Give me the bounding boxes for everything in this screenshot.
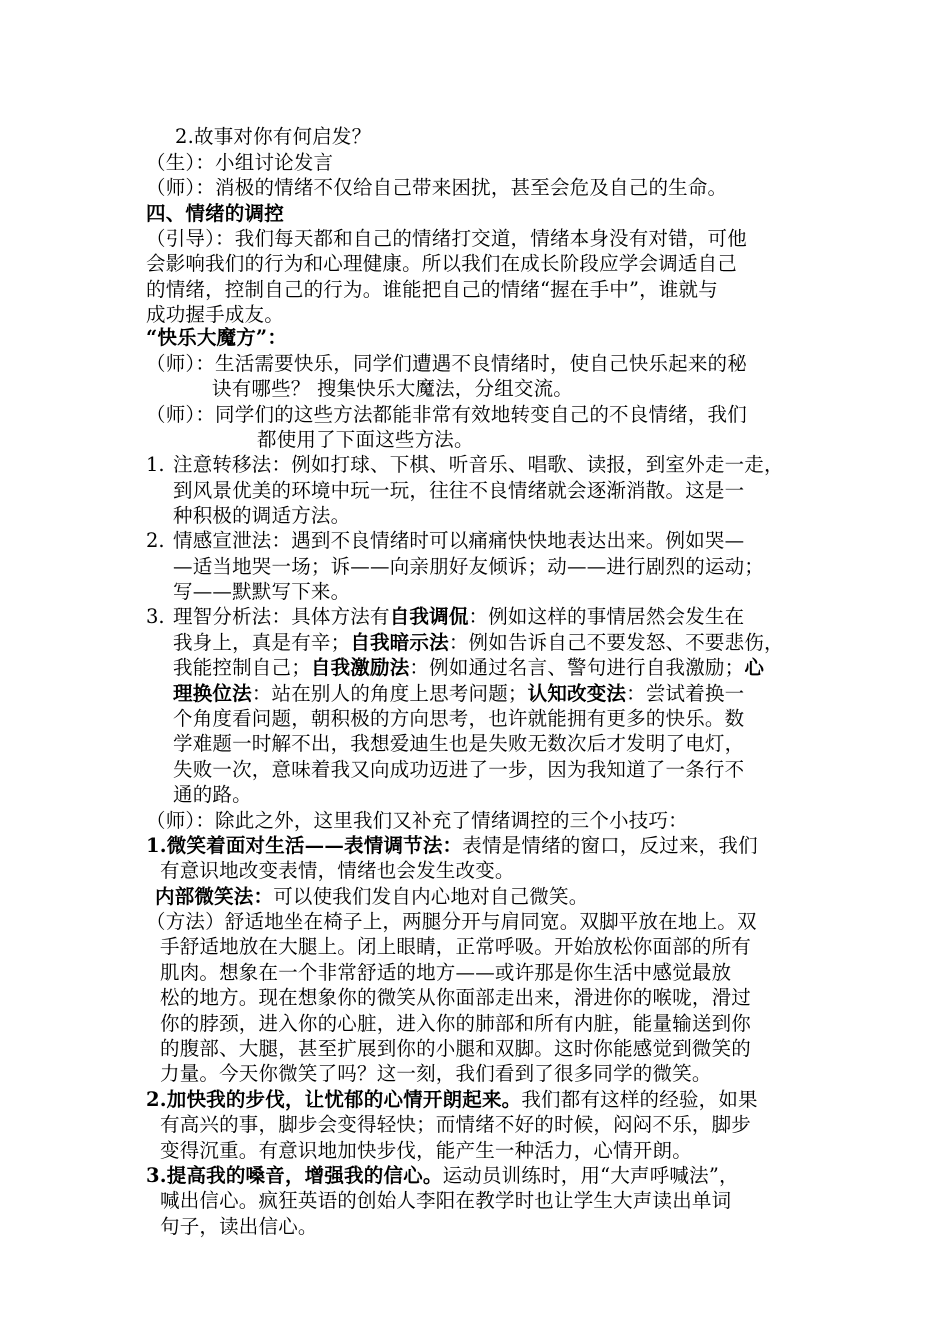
list-item-line: —适当地哭一场；诉——向亲朋好友倾诉；动——进行剧烈的运动； xyxy=(173,555,765,578)
list-item-line: 我能控制自己；自我激励法：例如通过名言、警句进行自我激励；心 xyxy=(173,656,765,679)
list-item-line: 注意转移法：例如打球、下棋、听音乐、唱歌、读报，到室外走一走， xyxy=(173,453,784,476)
method-line: 松的地方。现在想象你的微笑从你面部走出来，滑进你的喉咙，滑过 xyxy=(160,986,752,1009)
list-item-line: 我身上，真是有辛；自我暗示法：例如告诉自己不要发怒、不要悲伤， xyxy=(173,631,784,654)
list-item-line: 理换位法：站在别人的角度上思考问题；认知改变法：尝试着换一 xyxy=(173,682,745,705)
list-item-line: 理智分析法：具体方法有自我调侃：例如这样的事情居然会发生在 xyxy=(173,605,745,628)
tip-line: 3.提高我的嗓音，增强我的信心。运动员训练时，用“大声呼喊法”， xyxy=(146,1164,739,1187)
teacher-line: （师）：除此之外，这里我们又补充了情绪调控的三个小技巧： xyxy=(146,809,688,832)
tip-line: 1.微笑着面对生活——表情调节法：表情是情绪的窗口，反过来，我们 xyxy=(146,834,758,857)
paragraph-line: 成功握手成友。 xyxy=(146,303,284,326)
teacher-line-cont: 诀有哪些？ 搜集快乐大魔法，分组交流。 xyxy=(212,377,573,400)
list-number: 3. xyxy=(146,605,165,628)
tip-line: 有高兴的事，脚步会变得轻快；而情绪不好的时候，闷闷不乐，脚步 xyxy=(160,1113,752,1136)
tip-line: 喊出信心。疯狂英语的创始人李阳在教学时也让学生大声读出单词 xyxy=(160,1189,732,1212)
list-number: 2. xyxy=(146,529,165,552)
list-number: 1. xyxy=(146,453,165,476)
paragraph-line: 的情绪，控制自己的行为。谁能把自己的情绪“握在手中”，谁就与 xyxy=(146,278,718,301)
list-item-line: 情感宣泄法：遇到不良情绪时可以痛痛快快地表达出来。例如哭— xyxy=(173,529,745,552)
tip-line: 2.加快我的步伐，让忧郁的心情开朗起来。我们都有这样的经验，如果 xyxy=(146,1088,758,1111)
tip-line: 句子，读出信心。 xyxy=(160,1215,318,1238)
section-heading: 四、情绪的调控 xyxy=(146,202,284,225)
method-line: （方法）舒适地坐在椅子上，两腿分开与肩同宽。双脚平放在地上。双 xyxy=(146,910,757,933)
method-line: 的腹部、大腿，甚至扩展到你的小腿和双脚。这时你能感觉到微笑的 xyxy=(160,1037,752,1060)
tip-line: 有意识地改变表情，情绪也会发生改变。 xyxy=(160,859,515,882)
list-item-line: 种积极的调适方法。 xyxy=(173,504,351,527)
list-item-line: 写——默默写下来。 xyxy=(173,580,351,603)
teacher-line-cont: 都使用了下面这些方法。 xyxy=(257,428,474,451)
paragraph-line: 会影响我们的行为和心理健康。所以我们在成长阶段应学会调适自己 xyxy=(146,252,738,275)
student-line: （生）：小组讨论发言 xyxy=(146,151,334,174)
teacher-line: （师）：同学们的这些方法都能非常有效地转变自己的不良情绪，我们 xyxy=(146,403,747,426)
tip-line: 变得沉重。有意识地加快步伐，能产生一种活力，心情开朗。 xyxy=(160,1139,692,1162)
teacher-line: （师）：消极的情绪不仅给自己带来困扰，甚至会危及自己的生命。 xyxy=(146,176,728,199)
method-line: 你的脖颈，进入你的心脏，进入你的肺部和所有内脏，能量输送到你 xyxy=(160,1012,752,1035)
list-item-line: 学难题一时解不出，我想爱迪生也是失败无数次后才发明了电灯， xyxy=(173,732,745,755)
list-item-line: 通的路。 xyxy=(173,783,252,806)
list-item-line: 个角度看问题，朝积极的方向思考，也许就能拥有更多的快乐。数 xyxy=(173,707,745,730)
list-item-line: 到风景优美的环境中玩一玩，往往不良情绪就会逐渐消散。这是一 xyxy=(173,479,745,502)
tip-line: 内部微笑法：可以使我们发自内心地对自己微笑。 xyxy=(155,885,589,908)
list-item-line: 失败一次，意味着我又向成功迈进了一步，因为我知道了一条行不 xyxy=(173,758,745,781)
teacher-line: （师）：生活需要快乐，同学们遭遇不良情绪时，使自己快乐起来的秘 xyxy=(146,352,747,375)
method-line: 手舒适地放在大腿上。闭上眼睛，正常呼吸。开始放松你面部的所有 xyxy=(160,935,752,958)
paragraph-line: （引导）：我们每天都和自己的情绪打交道，情绪本身没有对错，可他 xyxy=(146,227,747,250)
method-line: 力量。今天你微笑了吗？这一刻，我们看到了很多同学的微笑。 xyxy=(160,1062,712,1085)
method-line: 肌肉。想象在一个非常舒适的地方——或许那是你生活中感觉最放 xyxy=(160,961,732,984)
subheading: “快乐大魔方”： xyxy=(146,326,288,349)
question-line: 2.故事对你有何启发？ xyxy=(175,125,372,148)
